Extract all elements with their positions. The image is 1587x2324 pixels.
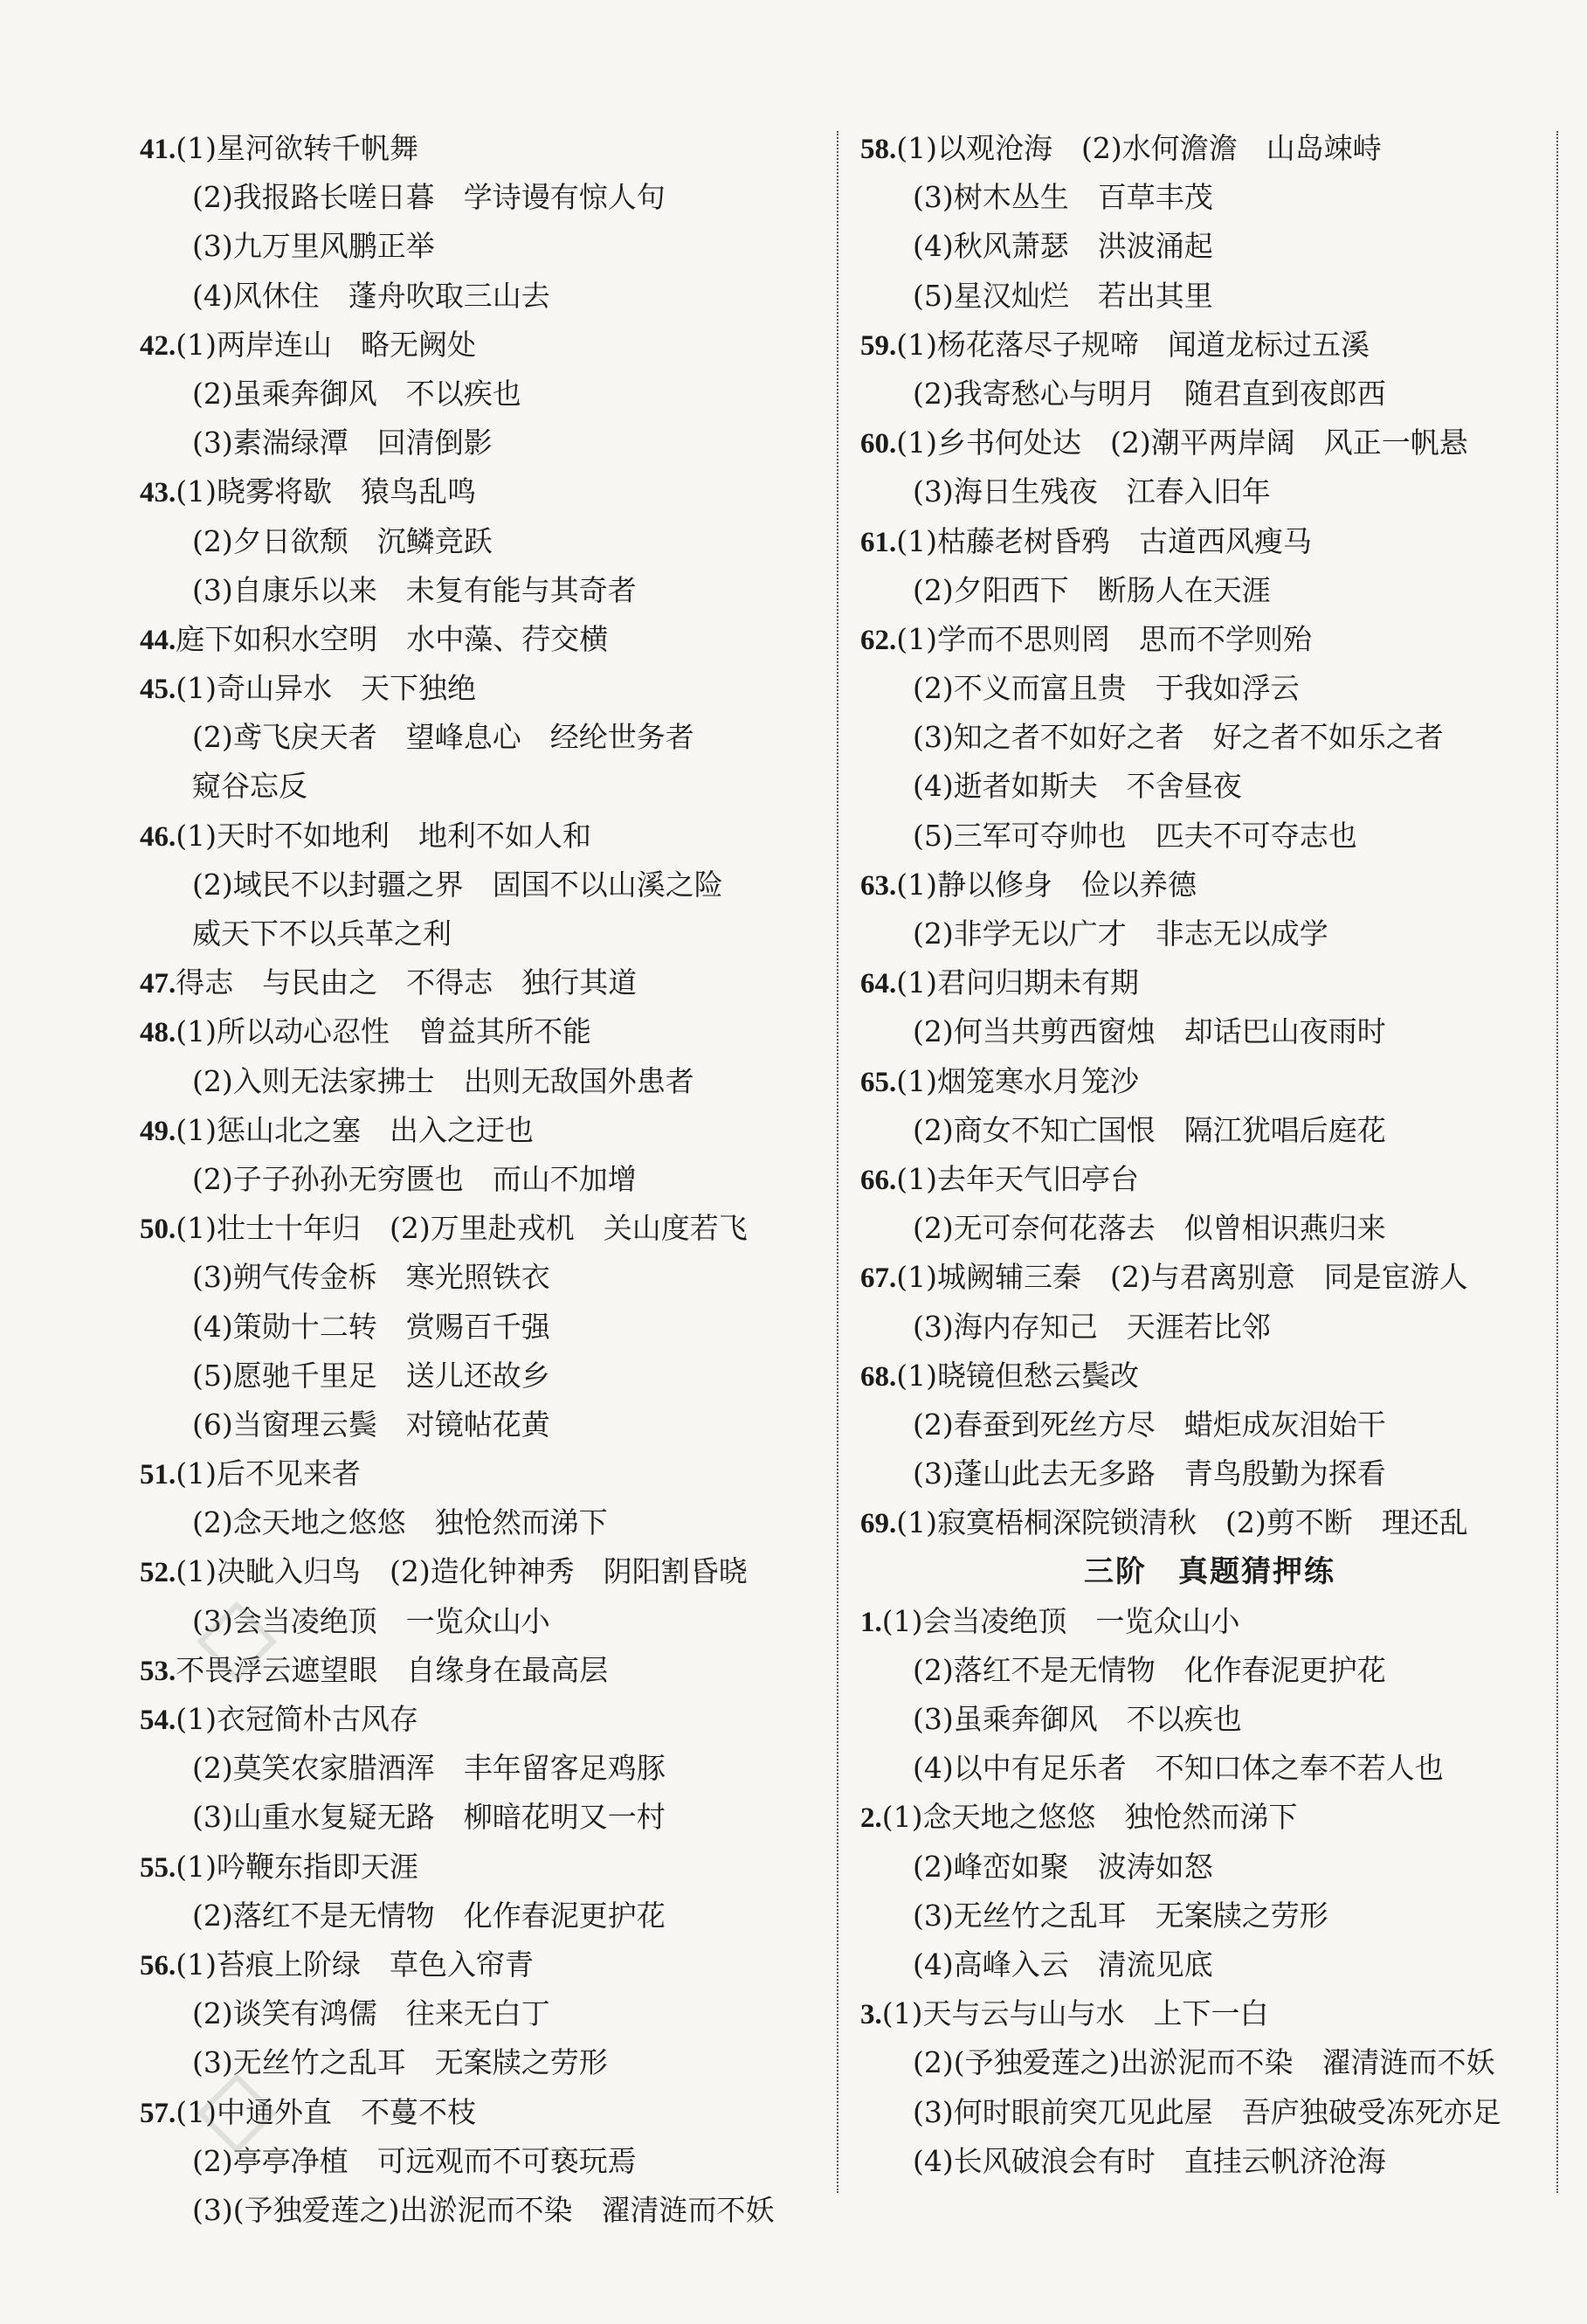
question-item xyxy=(860,124,1559,321)
question-sub-line xyxy=(860,1204,1559,1253)
question-item xyxy=(140,321,830,468)
question-number: 68. xyxy=(860,1360,897,1393)
question-item xyxy=(140,615,830,664)
question-sub-line xyxy=(860,1106,1559,1155)
answer-text: (1)静以修身 俭以养德 xyxy=(896,867,1197,902)
answer-text: 威天下不以兵革之利 xyxy=(192,916,452,951)
section-title: 三阶 真题猜押练 xyxy=(1084,1554,1335,1590)
answer-text: (1)会当凌绝顶 一览众山小 xyxy=(881,1603,1240,1638)
answer-text: (6)当窗理云鬓 对镜帖花黄 xyxy=(192,1407,550,1442)
answer-text: (1)晓雾将歇 猿鸟乱鸣 xyxy=(176,474,476,509)
question-number: 3. xyxy=(860,1999,882,2031)
answer-text: (5)愿驰千里足 送儿还故乡 xyxy=(192,1358,550,1393)
answer-text: (2)亭亭净植 可远观而不可亵玩焉 xyxy=(192,2143,637,2178)
answer-text: (2)夕日欲颓 沉鳞竞跃 xyxy=(192,523,493,558)
question-first-line xyxy=(140,321,830,370)
answer-text: 窥谷忘反 xyxy=(192,769,307,804)
question-sub-line xyxy=(140,1989,830,2038)
question-sub-line xyxy=(860,222,1559,271)
answer-text: (3)山重水复疑无路 柳暗花明又一村 xyxy=(192,1800,666,1835)
question-first-line xyxy=(860,615,1559,664)
question-item xyxy=(140,812,830,959)
question-sub-line xyxy=(140,1352,830,1401)
question-item xyxy=(140,467,830,615)
question-sub-line xyxy=(140,517,830,566)
answer-text: (3)无丝竹之乱耳 无案牍之劳形 xyxy=(192,2045,608,2080)
question-first-line xyxy=(140,1547,830,1596)
question-sub-line xyxy=(140,173,830,222)
question-item xyxy=(860,1793,1559,1989)
question-item xyxy=(140,1204,830,1449)
question-item xyxy=(140,1449,830,1547)
question-first-line xyxy=(860,1253,1559,1302)
answer-text: (4)策勋十二转 赏赐百千强 xyxy=(192,1309,550,1344)
answer-text: (2)商女不知亡国恨 隔江犹唱后庭花 xyxy=(913,1112,1386,1147)
question-item xyxy=(860,1352,1559,1499)
question-first-line xyxy=(860,517,1559,566)
question-number: 63. xyxy=(860,869,897,902)
answer-text: 得志 与民由之 不得志 独行其道 xyxy=(176,965,638,1000)
question-sub-line xyxy=(140,1498,830,1547)
question-first-line xyxy=(860,418,1559,467)
question-number: 53. xyxy=(140,1655,176,1687)
question-sub-line xyxy=(860,1401,1559,1449)
question-first-line xyxy=(140,958,830,1007)
question-sub-line xyxy=(860,1892,1559,1940)
question-first-line xyxy=(860,1057,1559,1106)
answer-text: (5)三军可夺帅也 匹夫不可夺志也 xyxy=(913,818,1357,853)
answer-text: (3)(予独爱莲之)出淤泥而不染 濯清涟而不妖 xyxy=(192,2192,775,2227)
question-first-line xyxy=(860,1989,1559,2038)
answer-text: (5)星汉灿烂 若出其里 xyxy=(913,278,1213,313)
question-number: 45. xyxy=(140,674,176,706)
answer-text: (1)后不见来者 xyxy=(176,1456,361,1491)
answer-text: (2)子子孙孙无穷匮也 而山不加增 xyxy=(192,1161,637,1196)
question-sub-line xyxy=(860,910,1559,958)
question-sub-line xyxy=(860,1843,1559,1892)
question-number: 62. xyxy=(860,624,897,656)
answer-text: (3)蓬山此去无多路 青鸟殷勤为探看 xyxy=(913,1456,1386,1491)
question-number: 42. xyxy=(140,329,176,362)
question-item xyxy=(860,615,1559,861)
question-sub-line xyxy=(140,1793,830,1842)
question-number: 65. xyxy=(860,1066,897,1098)
question-first-line xyxy=(140,1843,830,1892)
answer-text: 不畏浮云遮望眼 自缘身在最高层 xyxy=(176,1652,609,1687)
question-sub-line xyxy=(860,370,1559,418)
question-first-line xyxy=(860,861,1559,910)
question-first-line xyxy=(140,1646,830,1695)
question-item xyxy=(140,1940,830,2088)
answer-text: (1)学而不思则罔 思而不学则殆 xyxy=(896,621,1312,656)
question-sub-line xyxy=(140,1253,830,1302)
question-sub-line xyxy=(140,566,830,615)
answer-text: (2)夕阳西下 断肠人在天涯 xyxy=(913,572,1271,607)
question-number: 61. xyxy=(860,526,897,558)
question-sub-line xyxy=(860,812,1559,861)
question-sub-line xyxy=(860,1744,1559,1793)
question-sub-line xyxy=(140,1303,830,1352)
question-number: 46. xyxy=(140,820,176,853)
question-sub-line xyxy=(860,1695,1559,1744)
answer-text: (2)无可奈何花落去 似曾相识燕归来 xyxy=(913,1211,1386,1246)
right-column xyxy=(860,124,1559,2186)
question-sub-line xyxy=(860,467,1559,516)
question-item xyxy=(140,2088,830,2236)
column-divider xyxy=(837,131,838,2193)
question-sub-line xyxy=(140,1744,830,1793)
answer-text: (1)去年天气旧亭台 xyxy=(896,1161,1139,1196)
answer-text: (2)我寄愁心与明月 随君直到夜郎西 xyxy=(913,376,1386,411)
answer-text: (3)自康乐以来 未复有能与其奇者 xyxy=(192,572,637,607)
question-sub-line xyxy=(140,910,830,958)
answer-text: (2)谈笑有鸿儒 往来无白丁 xyxy=(192,1996,550,2031)
question-number: 1. xyxy=(860,1606,882,1638)
question-sub-line xyxy=(860,272,1559,321)
watermark-mark: ◇ xyxy=(197,2044,283,2166)
question-sub-line xyxy=(140,1155,830,1204)
question-number: 69. xyxy=(860,1508,897,1540)
answer-text: (1)所以动心忍性 曾益其所不能 xyxy=(176,1014,591,1049)
answer-text: (2)入则无法家拂士 出则无敌国外患者 xyxy=(192,1063,694,1098)
answer-text: (1)晓镜但愁云鬓改 xyxy=(896,1358,1139,1393)
question-item xyxy=(140,1695,830,1843)
answer-text: (2)峰峦如聚 波涛如怒 xyxy=(913,1849,1213,1884)
question-number: 43. xyxy=(140,477,176,509)
question-number: 58. xyxy=(860,134,897,165)
question-number: 51. xyxy=(140,1459,176,1491)
question-sub-line xyxy=(140,1892,830,1940)
question-first-line xyxy=(140,664,830,713)
answer-text: (4)以中有足乐者 不知口体之奉不若人也 xyxy=(913,1751,1444,1786)
question-number: 41. xyxy=(140,134,176,165)
question-sub-line xyxy=(860,762,1559,811)
answer-text: (3)知之者不如好之者 好之者不如乐之者 xyxy=(913,720,1444,755)
question-first-line xyxy=(140,1940,830,1989)
answer-text: (1)天与云与山与水 上下一白 xyxy=(881,1996,1269,2031)
answer-text: (1)天时不如地利 地利不如人和 xyxy=(176,818,591,853)
answer-text: (3)九万里风鹏正举 xyxy=(192,229,435,264)
question-item xyxy=(140,124,830,321)
answer-text: (1)决眦入归鸟 (2)造化钟神秀 阴阳割昏晓 xyxy=(176,1554,748,1589)
question-first-line xyxy=(860,1498,1559,1547)
answer-text: (2)春蚕到死丝方尽 蜡炬成灰泪始干 xyxy=(913,1407,1386,1442)
answer-text: 庭下如积水空明 水中藻、荇交横 xyxy=(176,621,609,656)
question-sub-line xyxy=(860,1646,1559,1695)
question-first-line xyxy=(140,615,830,664)
answer-text: (1)壮士十年归 (2)万里赴戎机 关山度若飞 xyxy=(176,1211,748,1246)
question-sub-line xyxy=(140,2186,830,2235)
answer-text: (1)衣冠简朴古风存 xyxy=(176,1702,418,1736)
question-first-line xyxy=(860,124,1559,173)
question-first-line xyxy=(860,1793,1559,1842)
answer-text: (2)(予独爱莲之)出淤泥而不染 濯清涟而不妖 xyxy=(913,2045,1495,2080)
question-first-line xyxy=(140,467,830,516)
question-sub-line xyxy=(860,713,1559,762)
question-number: 55. xyxy=(140,1851,176,1884)
answer-text: (3)虽乘奔御风 不以疾也 xyxy=(913,1702,1242,1736)
answer-text: (3)海日生残夜 江春入旧年 xyxy=(913,474,1271,509)
question-number: 60. xyxy=(860,428,897,460)
question-sub-line xyxy=(860,2137,1559,2186)
question-first-line xyxy=(140,2088,830,2137)
answer-text: (1)奇山异水 天下独绝 xyxy=(176,671,476,706)
answer-text: (1)苔痕上阶绿 草色入帘青 xyxy=(176,1947,534,1982)
question-sub-line xyxy=(140,762,830,811)
answer-text: (1)烟笼寒水月笼沙 xyxy=(896,1063,1139,1098)
question-item xyxy=(860,1597,1559,1794)
question-item xyxy=(860,321,1559,418)
question-sub-line xyxy=(140,1597,830,1646)
answer-text: (4)逝者如斯夫 不舍昼夜 xyxy=(913,769,1242,804)
question-sub-line xyxy=(860,173,1559,222)
question-first-line xyxy=(860,1155,1559,1204)
question-item xyxy=(140,958,830,1007)
question-first-line xyxy=(860,321,1559,370)
question-number: 66. xyxy=(860,1164,897,1196)
question-item xyxy=(860,1989,1559,2186)
question-sub-line xyxy=(140,861,830,910)
question-item xyxy=(860,861,1559,958)
question-sub-line xyxy=(860,2038,1559,2087)
question-item xyxy=(140,1007,830,1105)
question-item xyxy=(140,1843,830,1940)
answer-text: (2)虽乘奔御风 不以疾也 xyxy=(192,376,521,411)
answer-text: (3)会当凌绝顶 一览众山小 xyxy=(192,1603,550,1638)
question-first-line xyxy=(140,1106,830,1155)
question-item xyxy=(140,1646,830,1695)
question-sub-line xyxy=(860,1007,1559,1056)
answer-text: (3)何时眼前突兀见此屋 吾庐独破受冻死亦足 xyxy=(913,2094,1501,2129)
answer-text: (2)我报路长嗟日暮 学诗谩有惊人句 xyxy=(192,180,666,215)
left-column xyxy=(140,124,830,2235)
question-first-line xyxy=(140,1695,830,1744)
answer-text: (4)秋风萧瑟 洪波涌起 xyxy=(913,229,1213,264)
answer-text: (1)吟鞭东指即天涯 xyxy=(176,1849,418,1884)
question-number: 64. xyxy=(860,968,897,1000)
answer-text: (1)枯藤老树昏鸦 古道西风瘦马 xyxy=(896,523,1312,558)
answer-text: (1)城阙辅三秦 (2)与君离别意 同是宦游人 xyxy=(896,1260,1468,1295)
question-sub-line xyxy=(860,664,1559,713)
question-sub-line xyxy=(140,370,830,418)
question-number: 2. xyxy=(860,1802,882,1835)
question-number: 57. xyxy=(140,2097,176,2129)
answer-text: (2)不义而富且贵 于我如浮云 xyxy=(913,671,1300,706)
question-item xyxy=(860,1057,1559,1155)
answer-text: (2)鸢飞戾天者 望峰息心 经纶世务者 xyxy=(192,720,694,755)
question-item xyxy=(860,517,1559,615)
answer-text: (2)念天地之悠悠 独怆然而涕下 xyxy=(192,1505,608,1540)
question-item xyxy=(860,1498,1559,1547)
question-sub-line xyxy=(860,1449,1559,1498)
answer-text: (1)两岸连山 略无阙处 xyxy=(176,327,476,362)
question-first-line xyxy=(140,812,830,861)
question-number: 49. xyxy=(140,1115,176,1147)
question-number: 56. xyxy=(140,1949,176,1982)
answer-text: (1)君问归期未有期 xyxy=(896,965,1139,1000)
answer-text: (3)素湍绿潭 回清倒影 xyxy=(192,425,493,460)
answer-text: (2)域民不以封疆之界 固国不以山溪之险 xyxy=(192,867,723,902)
answer-text: (3)无丝竹之乱耳 无案牍之劳形 xyxy=(913,1898,1328,1933)
answer-text: (4)高峰入云 清流见底 xyxy=(913,1947,1213,1982)
question-sub-line xyxy=(860,1303,1559,1352)
answer-text: (1)星河欲转千帆舞 xyxy=(176,131,418,165)
answer-text: (1)以观沧海 (2)水何澹澹 山岛竦峙 xyxy=(896,131,1382,165)
question-number: 52. xyxy=(140,1557,176,1589)
question-sub-line xyxy=(140,418,830,467)
question-item xyxy=(860,958,1559,1056)
question-sub-line xyxy=(140,1401,830,1449)
question-first-line xyxy=(140,124,830,173)
answer-text: (1)寂寞梧桐深院锁清秋 (2)剪不断 理还乱 xyxy=(896,1505,1468,1540)
question-number: 48. xyxy=(140,1017,176,1049)
answer-text: (2)非学无以广才 非志无以成学 xyxy=(913,916,1328,951)
question-first-line xyxy=(860,1352,1559,1401)
answer-text: (2)何当共剪西窗烛 却话巴山夜雨时 xyxy=(913,1014,1386,1049)
question-item xyxy=(140,664,830,812)
question-sub-line xyxy=(140,2137,830,2186)
answer-text: (1)中通外直 不蔓不枝 xyxy=(176,2094,476,2129)
answer-text: (3)海内存知己 天涯若比邻 xyxy=(913,1309,1271,1344)
answer-text: (1)杨花落尽子规啼 闻道龙标过五溪 xyxy=(896,327,1370,362)
question-item xyxy=(860,1253,1559,1351)
answer-text: (4)长风破浪会有时 直挂云帆济沧海 xyxy=(913,2143,1386,2178)
question-sub-line xyxy=(860,566,1559,615)
question-item xyxy=(860,418,1559,516)
question-sub-line xyxy=(140,713,830,762)
question-sub-line xyxy=(140,2038,830,2087)
question-number: 44. xyxy=(140,624,176,656)
answer-text: (2)莫笑农家腊酒浑 丰年留客足鸡豚 xyxy=(192,1751,666,1786)
question-first-line xyxy=(860,1597,1559,1646)
watermark-mark: ◇ xyxy=(197,1573,283,1694)
question-sub-line xyxy=(860,1940,1559,1989)
question-first-line xyxy=(860,958,1559,1007)
answer-text: (2)落红不是无情物 化作春泥更护花 xyxy=(192,1898,666,1933)
question-sub-line xyxy=(140,272,830,321)
question-number: 54. xyxy=(140,1705,176,1736)
question-sub-line xyxy=(140,222,830,271)
answer-text: (3)树木丛生 百草丰茂 xyxy=(913,180,1213,215)
question-first-line xyxy=(140,1204,830,1253)
question-number: 47. xyxy=(140,968,176,1000)
answer-text: (2)落红不是无情物 化作春泥更护花 xyxy=(913,1652,1386,1687)
question-number: 67. xyxy=(860,1262,897,1295)
question-number: 59. xyxy=(860,329,897,362)
answer-text: (1)乡书何处达 (2)潮平两岸阔 风正一帆悬 xyxy=(896,425,1468,460)
question-first-line xyxy=(140,1449,830,1498)
answer-text: (1)惩山北之塞 出入之迂也 xyxy=(176,1112,534,1147)
question-sub-line xyxy=(140,1057,830,1106)
question-item xyxy=(860,1155,1559,1253)
question-number: 50. xyxy=(140,1214,176,1246)
answer-text: (4)风休住 蓬舟吹取三山去 xyxy=(192,278,550,313)
answer-text: (3)朔气传金柝 寒光照铁衣 xyxy=(192,1260,550,1295)
question-item xyxy=(140,1106,830,1204)
question-first-line xyxy=(140,1007,830,1056)
answer-text: (1)念天地之悠悠 独怆然而涕下 xyxy=(881,1800,1298,1835)
question-item xyxy=(140,1547,830,1645)
question-sub-line xyxy=(860,2088,1559,2137)
